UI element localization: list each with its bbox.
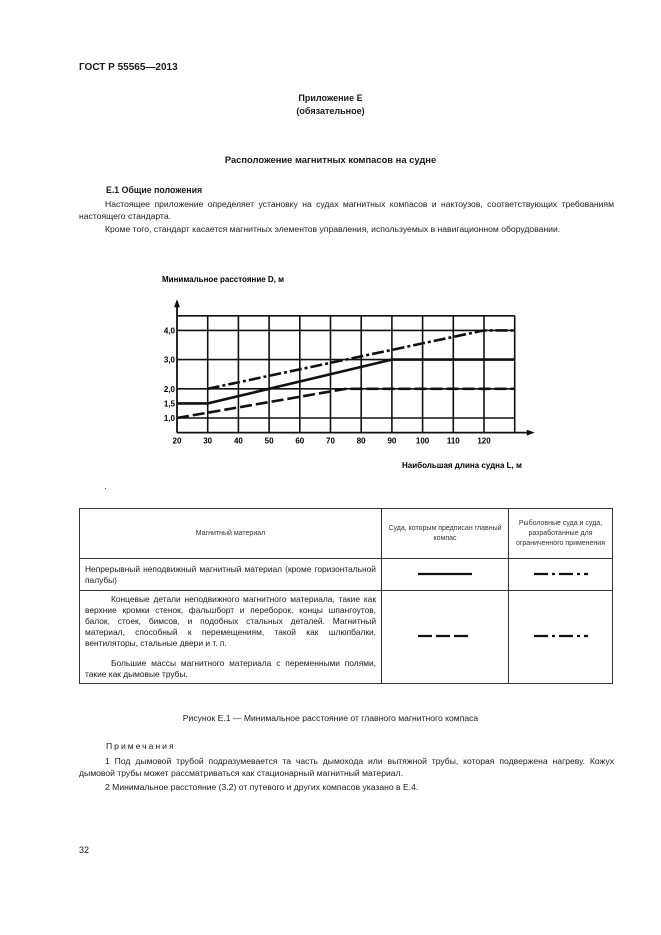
y-tick-label: 2,0	[163, 384, 175, 394]
header-material: Магнитный материал	[80, 509, 382, 559]
chart-ticks	[164, 326, 491, 445]
y-tick-label: 1,5	[163, 399, 175, 409]
x-tick-label: 70	[326, 436, 335, 446]
notes-title: Примечания	[106, 741, 176, 751]
stray-dot: ·	[104, 483, 107, 493]
x-tick-label: 60	[295, 436, 305, 446]
line-cell	[382, 559, 509, 591]
distance-chart	[150, 268, 550, 474]
line-cell	[509, 591, 613, 684]
x-tick-label: 20	[172, 436, 182, 446]
series-line-solid	[177, 360, 515, 404]
x-axis-arrow	[527, 430, 535, 436]
subsection-title: Е.1 Общие положения	[106, 185, 203, 195]
paragraph-2: Кроме того, стандарт касается магнитных элементов управления, используемых в навигационном оборудовании.	[105, 224, 561, 234]
dash-dot-line-sample	[531, 632, 591, 640]
paragraph-1: Настоящее приложение определяет установку на судах магнитных компасов и нактоузов, соответствующих требованиям настоящего стандарта.	[79, 199, 614, 221]
chart-ylabel: Минимальное расстояние D, м	[162, 275, 285, 284]
material-table	[79, 508, 613, 684]
x-tick-label: 110	[446, 436, 460, 446]
appendix-title: Приложение Е	[298, 93, 363, 103]
x-tick-label: 100	[415, 436, 430, 446]
row-text-1: Концевые детали неподвижного магнитного материала, такие как верхние кромки стенок, фальшборт и переборок, концы шпангоутов, балок, стоек, бимсов, и подобных стальных деталей. Магнитный материал, способный к перемещениям, такой как шлюпбалки, вентиляторы, стальные двери и т. п.	[85, 594, 376, 648]
chart-series	[177, 330, 515, 418]
section-title: Расположение магнитных компасов на судне	[224, 154, 437, 165]
line-cell	[382, 591, 509, 684]
page-number: 32	[79, 845, 90, 855]
note-1: 1 Под дымовой трубой подразумевается та часть дымохода или вытяжной трубы, которая подвержена нагреву. Кожух дымовой трубы может рассматриваться как стационарный магнитный материал.	[79, 756, 614, 778]
dash-dot-line-sample	[531, 570, 591, 578]
x-tick-label: 40	[233, 436, 243, 446]
document-header: ГОСТ Р 55565—2013	[79, 62, 178, 73]
row-text-2: Большие массы магнитного материала с переменными полями, такие как дымовые трубы.	[85, 658, 376, 679]
figure-caption: Рисунок Е.1 — Минимальное расстояние от главного магнитного компаса	[182, 713, 479, 723]
solid-line-sample	[415, 570, 475, 578]
series-line-long-dash	[177, 389, 515, 418]
row-material: Непрерывный неподвижный магнитный материал (кроме горизонтальной палубы)	[80, 559, 382, 591]
note-2: 2 Минимальное расстояние (3.2) от путевого и других компасов указано в Е.4.	[105, 782, 419, 792]
x-tick-label: 80	[356, 436, 366, 446]
appendix-subtitle: (обязательное)	[296, 106, 365, 116]
header-fishing: Рыболовные суда и суда, разработанные для ограниченного применения	[509, 509, 613, 559]
y-axis-arrow	[174, 299, 180, 307]
header-ships: Суда, которым предписан главный компас	[382, 509, 509, 559]
x-tick-label: 50	[264, 436, 274, 446]
table-row	[80, 591, 613, 684]
y-tick-label: 1,0	[163, 414, 175, 423]
row-material	[80, 591, 382, 684]
x-tick-label: 120	[477, 436, 491, 446]
chart-xlabel: Наибольшая длина судна L, м	[402, 461, 522, 470]
x-tick-label: 90	[387, 436, 397, 446]
table-row	[80, 559, 613, 591]
long-dash-line-sample	[415, 632, 475, 640]
line-cell	[509, 559, 613, 591]
y-tick-label: 4,0	[163, 326, 175, 336]
x-tick-label: 30	[203, 436, 213, 446]
y-tick-label: 3,0	[163, 355, 175, 365]
